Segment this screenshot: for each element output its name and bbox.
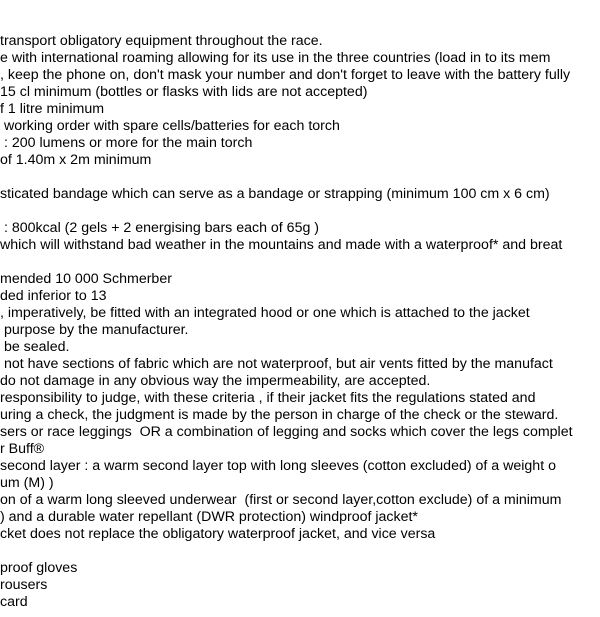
text-line: uring a check, the judgment is made by the person in charge of the check or the steward.	[0, 407, 559, 423]
text-line: on of a warm long sleeved underwear (first or second layer,cotton exclude) of a minimum	[0, 492, 562, 508]
text-line: purpose by the manufacturer.	[0, 322, 189, 338]
blank-line	[0, 203, 600, 220]
blank-line	[0, 169, 600, 186]
text-line: card	[0, 594, 28, 610]
text-line: , imperatively, be fitted with an integrated hood or one which is attached to the jacket	[0, 305, 530, 321]
text-line: um (M) )	[0, 475, 54, 491]
text-line: f 1 litre minimum	[0, 101, 105, 117]
text-line: second layer : a warm second layer top with long sleeves (cotton excluded) of a weight o	[0, 458, 556, 474]
document-text	[0, 33, 600, 611]
text-line: mended 10 000 Schmerber	[0, 271, 172, 287]
blank-line	[0, 543, 600, 560]
text-line: do not damage in any obvious way the impermeability, are accepted.	[0, 373, 431, 389]
text-line: 15 cl minimum (bottles or flasks with lids are not accepted)	[0, 84, 368, 100]
text-line: , keep the phone on, don't mask your number and don't forget to leave with the battery fully	[0, 67, 571, 83]
text-line: : 800kcal (2 gels + 2 energising bars each of 65g )	[0, 220, 320, 236]
text-line: : 200 lumens or more for the main torch	[0, 135, 253, 151]
text-line: transport obligatory equipment throughout the race.	[0, 33, 323, 49]
text-line: responsibility to judge, with these criteria , if their jacket fits the regulations stated and	[0, 390, 536, 406]
text-line: ) and a durable water repellant (DWR protection) windproof jacket*	[0, 509, 418, 525]
text-line: sers or race leggings OR a combination of legging and socks which cover the legs complet	[0, 424, 573, 440]
text-line: r Buff®	[0, 441, 45, 457]
text-line: of 1.40m x 2m minimum	[0, 152, 152, 168]
text-line: which will withstand bad weather in the mountains and made with a waterproof* and breat	[0, 237, 563, 253]
text-line: rousers	[0, 577, 48, 593]
text-line: e with international roaming allowing for its use in the three countries (load in to its mem	[0, 50, 551, 66]
text-line: not have sections of fabric which are not waterproof, but air vents fitted by the manufact	[0, 356, 553, 372]
blank-line	[0, 254, 600, 271]
text-line: be sealed.	[0, 339, 70, 355]
text-line: proof gloves	[0, 560, 78, 576]
text-line: ded inferior to 13	[0, 288, 107, 304]
text-line: cket does not replace the obligatory waterproof jacket, and vice versa	[0, 526, 436, 542]
text-line: sticated bandage which can serve as a bandage or strapping (minimum 100 cm x 6 cm)	[0, 186, 550, 202]
text-line: working order with spare cells/batteries for each torch	[0, 118, 340, 134]
